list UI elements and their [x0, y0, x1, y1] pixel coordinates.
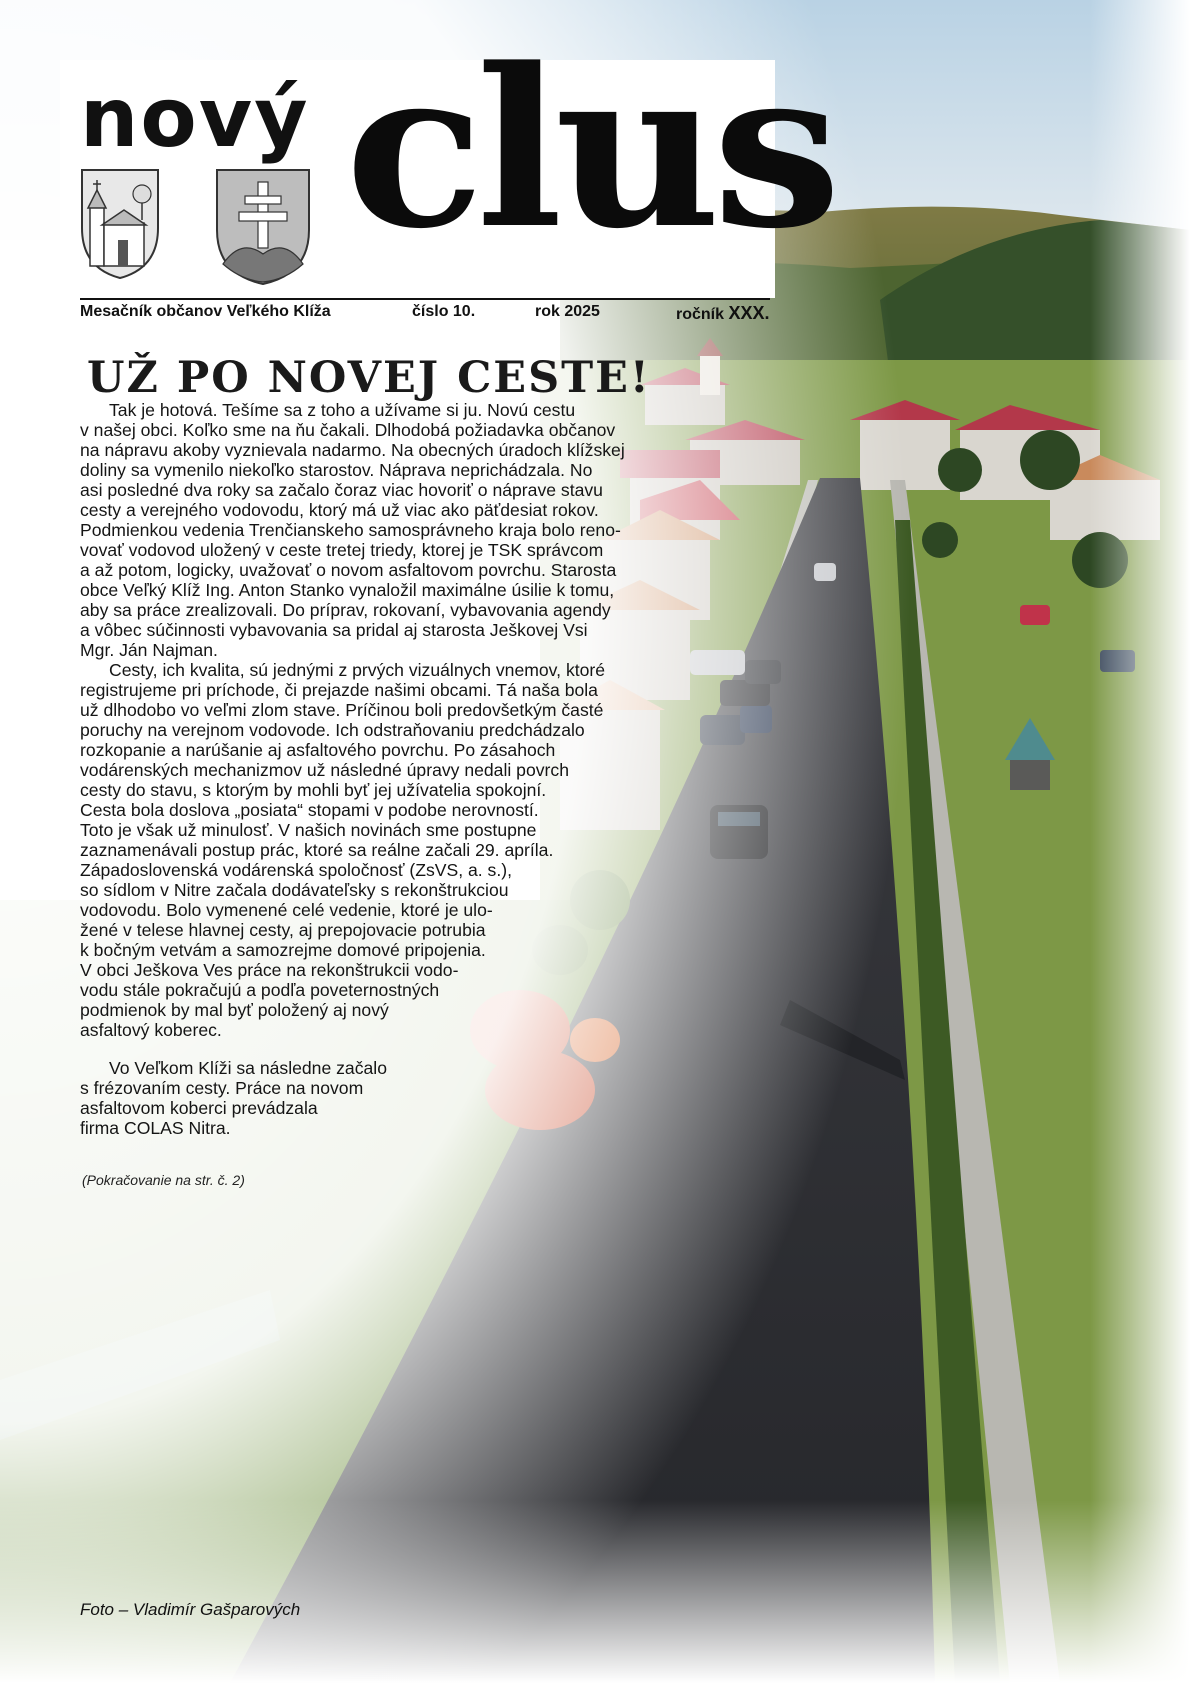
article-line: Vo Veľkom Klíži sa následne začalo	[109, 1058, 387, 1078]
article-line: vovať vodovod uložený v ceste tretej triedy, ktorej je TSK správcom	[80, 540, 604, 560]
article-line: Západoslovenská vodárenská spoločnosť (ZsVS, a. s.),	[80, 860, 512, 880]
article-line: už dlhodobo vo veľmi zlom stave. Príčinou boli predovšetkým časté	[80, 700, 604, 720]
photo-credit: Foto – Vladimír Gašparových	[80, 1600, 301, 1619]
issue-year: rok 2025	[535, 303, 600, 320]
article-line: Tak je hotová. Tešíme sa z toho a užívame si ju. Novú cestu	[109, 400, 576, 420]
article-line: s frézovaním cesty. Práce na novom	[80, 1078, 364, 1098]
article-line: žené v telese hlavnej cesty, aj prepojovacie potrubia	[80, 920, 486, 940]
article-line: obce Veľký Klíž Ing. Anton Stanko vynaložil maximálne úsilie k tomu,	[80, 580, 615, 600]
article-line: V obci Ješkova Ves práce na rekonštrukcii vodo-	[80, 960, 459, 980]
article-line: asi posledné dva roky sa začalo čoraz viac hovoriť o náprave stavu	[80, 480, 603, 500]
article-line: so sídlom v Nitre začala dodávateľsky s rekonštrukciou	[80, 880, 509, 900]
article-line: podmienok by mal byť položený aj nový	[80, 1000, 389, 1020]
masthead-subtitle: Mesačník občanov Veľkého Klíža	[80, 303, 331, 320]
article-headline: UŽ PO NOVEJ CESTE!	[87, 353, 651, 403]
volume-label: ročník	[676, 306, 725, 323]
article-line: firma COLAS Nitra.	[80, 1118, 231, 1138]
article-line: asfaltový koberec.	[80, 1020, 222, 1040]
article-line: cesty a verejného vodovodu, ktorý má už viac ako päťdesiat rokov.	[80, 500, 599, 520]
double-cross-crest-icon	[215, 168, 311, 290]
volume-number: XXX.	[728, 303, 770, 323]
article-line: poruchy na verejnom vodovode. Ich odstraňovaniu predchádzalo	[80, 720, 585, 740]
article-line: a až potom, logicky, uvažovať o novom asfaltovom povrchu. Starosta	[80, 560, 617, 580]
article-line: zaznamenávali postup prác, ktoré sa reálne začali 29. apríla.	[80, 840, 554, 860]
volume	[676, 303, 770, 324]
masthead-title-small: nový	[80, 71, 310, 166]
masthead-title-large: clus	[345, 21, 834, 277]
article-line: cesty do stavu, s ktorým by mohli byť jej užívatelia spokojní.	[80, 780, 547, 800]
article-line: Podmienkou vedenia Trenčianskeho samosprávneho kraja bolo reno-	[80, 520, 621, 540]
article-line: asfaltovom koberci prevádzala	[80, 1098, 318, 1118]
article-line: na nápravu akoby vyznievala nadarmo. Na obecných úradoch klížskej	[80, 440, 625, 460]
article-line: a vôbec súčinnosti vybavovania sa pridal aj starosta Ješkovej Vsi	[80, 620, 588, 640]
continued-note: (Pokračovanie na str. č. 2)	[82, 1172, 245, 1188]
article-line: v našej obci. Koľko sme na ňu čakali. Dlhodobá požiadavka občanov	[80, 420, 616, 440]
article-line: vodu stále pokračujú a podľa poveternostných	[80, 980, 440, 1000]
issue-number: číslo 10.	[412, 303, 476, 320]
article-line: aby sa práce zrealizovali. Do príprav, rokovaní, vybavovania agendy	[80, 600, 611, 620]
article-line: Cesta bola doslova „posiata“ stopami v podobe nerovností.	[80, 800, 539, 820]
article-line: doliny sa vymenilo niekoľko starostov. Náprava neprichádzala. No	[80, 460, 593, 480]
article-line: Cesty, ich kvalita, sú jednými z prvých vizuálnych vnemov, ktoré	[109, 660, 606, 680]
masthead	[60, 21, 834, 298]
article-line: Toto je však už minulosť. V našich novinách sme postupne	[80, 820, 537, 840]
article-line: k bočným vetvám a samozrejme domové pripojenia.	[80, 940, 486, 960]
church-crest-icon	[80, 168, 160, 284]
article-line: Mgr. Ján Najman.	[80, 640, 218, 660]
masthead-divider	[80, 298, 770, 300]
article-line: vodovodu. Bolo vymenené celé vedenie, ktoré je ulo-	[80, 900, 493, 920]
article-line: vodárenských mechanizmov už následné úpravy nedali povrch	[80, 760, 569, 780]
article-line: rozkopanie a narúšanie aj asfaltového povrchu. Po zásahoch	[80, 740, 556, 760]
article-line: registrujeme pri príchode, či prejazde našimi obcami. Tá naša bola	[80, 680, 598, 700]
